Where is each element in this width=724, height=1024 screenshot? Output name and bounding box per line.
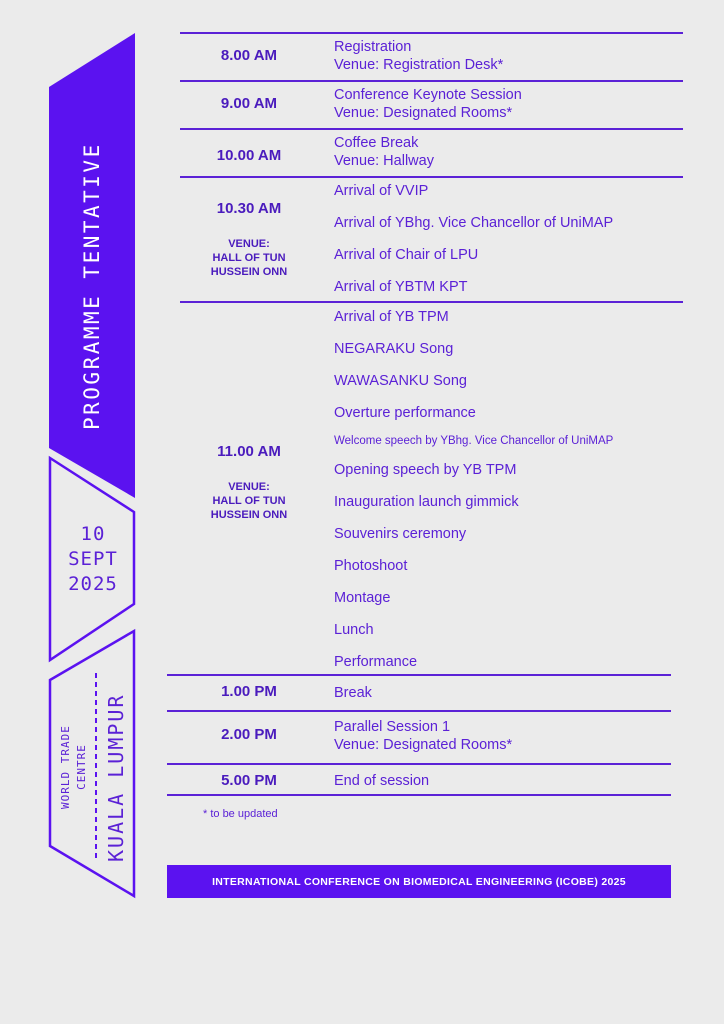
schedule-item: Conference Keynote Session (334, 87, 522, 103)
sidebar-shapes (0, 0, 150, 1024)
schedule-time: 10.00 AM (216, 147, 282, 164)
schedule-item: Overture performance (334, 405, 476, 421)
programme-title: PROGRAMME TENTATIVE (80, 142, 104, 430)
row-divider (167, 710, 671, 712)
schedule-item: Parallel Session 1 (334, 719, 451, 735)
conference-banner: INTERNATIONAL CONFERENCE ON BIOMEDICAL ENGINEERING (ICOBE) 2025 (167, 865, 671, 898)
schedule-item: Coffee Break (334, 135, 419, 151)
schedule-time: 5.00 PM (221, 772, 277, 789)
schedule-item: Arrival of VVIP (334, 183, 429, 199)
schedule-item: Arrival of YBTM KPT (334, 279, 468, 295)
venue-name-line1: HALL OF TUN (212, 495, 286, 507)
schedule-item: Arrival of YBhg. Vice Chancellor of UniMAP (334, 215, 614, 231)
schedule-item: Arrival of Chair of LPU (334, 247, 479, 263)
row-divider (167, 794, 671, 796)
location-line1: WORLD TRADE (59, 725, 72, 809)
row-divider (167, 674, 671, 676)
schedule-time: 8.00 AM (220, 47, 278, 64)
schedule-time: 11.00 AM (217, 443, 281, 460)
event-date (52, 522, 134, 597)
schedule-item: Montage (334, 590, 391, 606)
row-divider (180, 128, 683, 130)
row-divider (180, 301, 683, 303)
schedule-item: Souvenirs ceremony (334, 526, 467, 542)
schedule-item: Inauguration launch gimmick (334, 494, 519, 510)
schedule-venue (184, 480, 314, 522)
location-city: KUALA LUMPUR (104, 693, 128, 862)
date-day: 10 (80, 523, 106, 545)
location-venue (58, 712, 90, 822)
venue-name-line2: HUSSEIN ONN (210, 266, 288, 278)
venue-name-line1: HALL OF TUN (212, 252, 286, 264)
schedule-time: 1.00 PM (221, 683, 277, 700)
schedule-item: Venue: Registration Desk* (334, 57, 504, 73)
schedule-item: Performance (334, 654, 418, 670)
date-month: SEPT (68, 548, 118, 570)
schedule-item: Break (334, 685, 372, 701)
date-year: 2025 (68, 573, 118, 595)
schedule-item: WAWASANKU Song (334, 373, 467, 389)
venue-label: VENUE: (228, 481, 270, 493)
schedule-item: End of session (334, 773, 430, 789)
schedule-item: NEGARAKU Song (334, 341, 454, 357)
schedule-item: Photoshoot (334, 558, 408, 574)
venue-name-line2: HUSSEIN ONN (210, 509, 288, 521)
row-divider (180, 176, 683, 178)
schedule-item: Lunch (334, 622, 374, 638)
row-divider (167, 763, 671, 765)
row-divider (180, 32, 683, 34)
schedule-venue (184, 237, 314, 279)
schedule-item: Venue: Designated Rooms* (334, 105, 513, 121)
schedule-item: Welcome speech by YBhg. Vice Chancellor of UniMAP (334, 435, 614, 447)
venue-label: VENUE: (228, 238, 270, 250)
sidebar (0, 0, 150, 1024)
schedule-item: Opening speech by YB TPM (334, 462, 517, 478)
schedule-item: Arrival of YB TPM (334, 309, 449, 325)
schedule-item: Venue: Designated Rooms* (334, 737, 513, 753)
footnote: * to be updated (203, 808, 278, 820)
location-line2: CENTRE (75, 744, 88, 790)
schedule-time: 2.00 PM (221, 726, 277, 743)
schedule-item: Registration (334, 39, 412, 55)
schedule-time: 9.00 AM (220, 95, 278, 112)
row-divider (180, 80, 683, 82)
schedule-time: 10.30 AM (216, 200, 282, 217)
schedule-item: Venue: Hallway (334, 153, 434, 169)
